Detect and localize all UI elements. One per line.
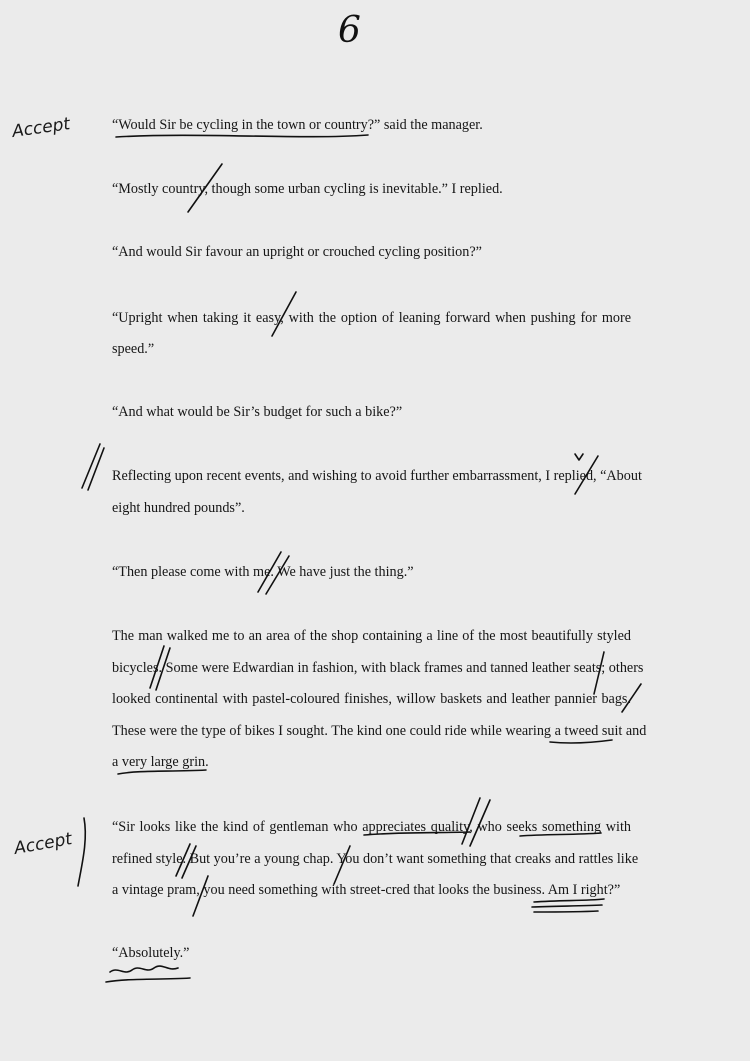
underline-mark xyxy=(550,740,612,743)
text-line: “And would Sir favour an upright or crouched cycling position?” xyxy=(112,244,482,260)
page-number: 6 xyxy=(338,10,361,51)
text-line: Reflecting upon recent events, and wishing to avoid further embarrassment, I replied, “About xyxy=(112,468,642,484)
text-line: looked continental with pastel-coloured finishes, willow baskets and leather pannier bags. xyxy=(112,691,631,707)
slash-mark xyxy=(150,646,170,690)
text-line: refined style. But you’re a young chap. You don’t want something that creaks and rattles like xyxy=(112,851,639,867)
text-line: eight hundred pounds”. xyxy=(112,500,245,516)
slash-mark xyxy=(334,846,350,884)
wavy-underline-mark xyxy=(106,966,190,982)
text-line: “Mostly country, though some urban cycling is inevitable.” I replied. xyxy=(112,181,503,197)
text-line: a very large grin. xyxy=(112,754,209,770)
slash-mark xyxy=(575,456,598,494)
underline-mark xyxy=(364,832,470,835)
text-line: a vintage pram, you need something with street-cred that looks the business. Am I right?” xyxy=(112,882,621,898)
text-line: These were the type of bikes I sought. The kind one could ride while wearing a tweed suit and xyxy=(112,723,647,739)
text-line: “Absolutely.” xyxy=(112,945,190,961)
paragraph-mark xyxy=(82,444,104,490)
text-line: “And what would be Sir’s budget for such a bike?” xyxy=(112,404,403,420)
slash-mark xyxy=(622,684,641,712)
text-line: “Sir looks like the kind of gentleman who appreciates quality, who seeks something with xyxy=(112,819,631,835)
caret-mark xyxy=(575,454,583,460)
margin-note-accept: Accept xyxy=(12,829,74,859)
slash-mark xyxy=(272,292,296,336)
slash-mark xyxy=(594,652,604,694)
underline-mark xyxy=(532,899,604,912)
text-line: “Would Sir be cycling in the town or country?” said the manager. xyxy=(112,117,483,133)
underline-mark xyxy=(116,135,368,137)
slash-mark xyxy=(193,876,208,916)
underline-mark xyxy=(520,833,601,836)
slash-mark xyxy=(462,798,490,846)
underline-mark xyxy=(118,770,206,774)
slash-mark xyxy=(188,164,222,212)
bracket-mark xyxy=(78,818,85,886)
slash-mark xyxy=(258,552,289,594)
text-line: speed.” xyxy=(112,341,155,357)
margin-note-accept: Accept xyxy=(10,114,72,142)
text-line: “Then please come with me. We have just the thing.” xyxy=(112,564,414,580)
text-line: The man walked me to an area of the shop containing a line of the most beautifully styled xyxy=(112,628,631,644)
slash-mark xyxy=(176,844,196,878)
text-line: bicycles. Some were Edwardian in fashion, with black frames and tanned leather seats; others xyxy=(112,660,644,676)
text-line: “Upright when taking it easy, with the option of leaning forward when pushing for more xyxy=(112,310,631,326)
